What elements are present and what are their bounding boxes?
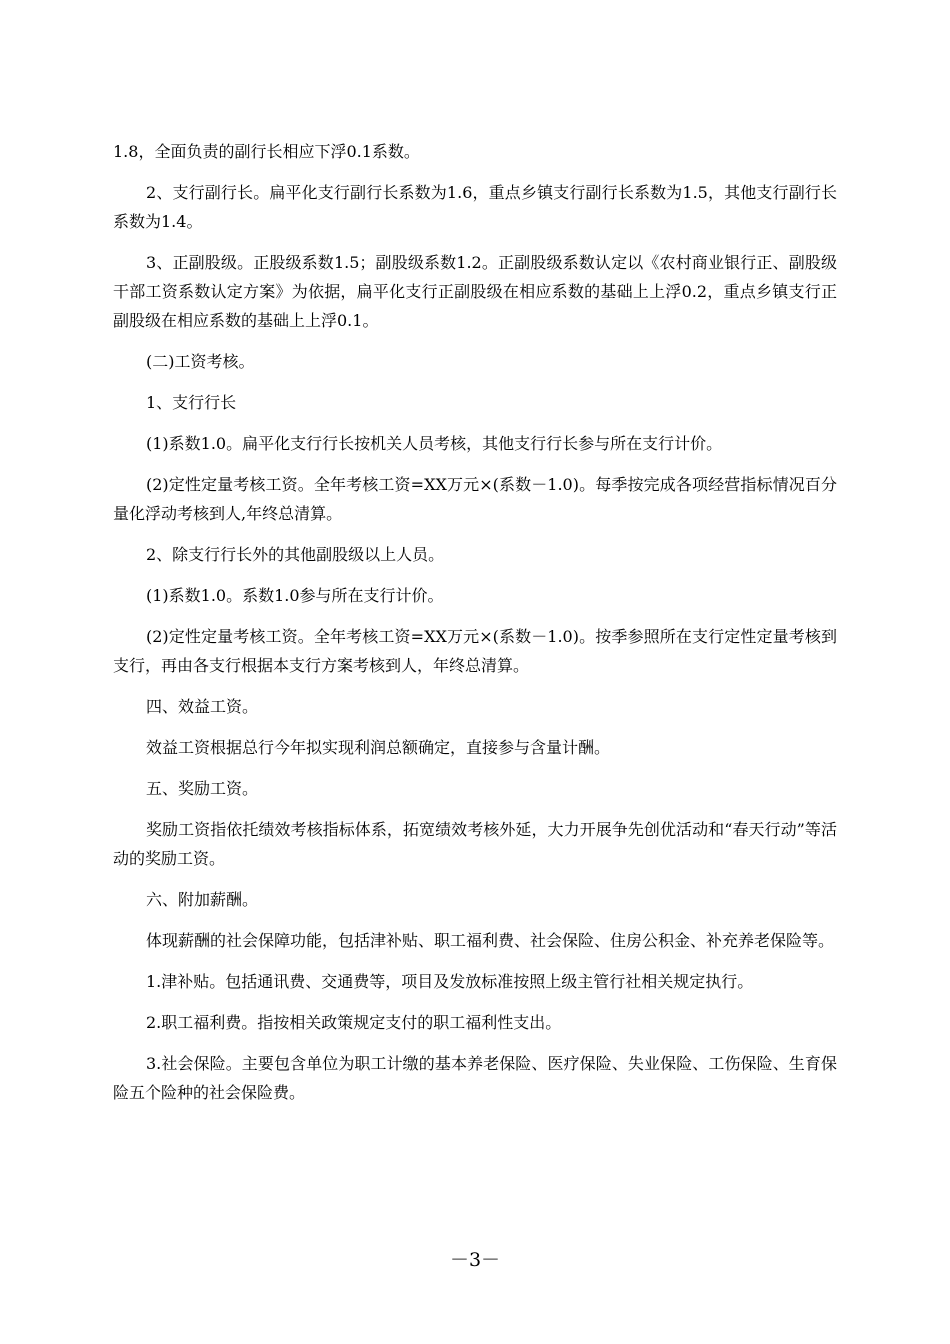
paragraph-staff-coefficient: (1)系数1.0。系数1.0参与所在支行计价。 (146, 586, 444, 605)
heading-salary-assessment: (二)工资考核。 (146, 352, 255, 371)
heading-additional-pay: 六、附加薪酬。 (146, 890, 259, 909)
heading-bonus-salary: 五、奖励工资。 (146, 779, 259, 798)
paragraph-additional-pay: 体现薪酬的社会保障功能，包括津补贴、职工福利费、社会保险、住房公积金、补充养老保险等。 (146, 931, 835, 950)
document-body (113, 137, 837, 1119)
paragraph-social-insurance: 3.社会保险。主要包含单位为职工计缴的基本养老保险、医疗保险、失业保险、工伤保险、生育保险五个险种的社会保险费。 (113, 1054, 837, 1102)
paragraph-performance-salary: 效益工资根据总行今年拟实现利润总额确定，直接参与含量计酬。 (146, 738, 611, 757)
paragraph-president-assessment-salary: (2)定性定量考核工资。全年考核工资=XX万元×(系数－1.0)。每季按完成各项经营指标情况百分量化浮动考核到人,年终总清算。 (113, 475, 837, 523)
paragraph-welfare: 2.职工福利费。指按相关政策规定支付的职工福利性支出。 (146, 1013, 562, 1032)
paragraph-section-level: 3、正副股级。正股级系数1.5；副股级系数1.2。正副股级系数认定以《农村商业银行正、副股级干部工资系数认定方案》为依据，扁平化支行正副股级在相应系数的基础上上浮0.2，重点乡镇支行正副股级在相应系数的基础上上浮0.1。 (113, 253, 837, 330)
heading-other-staff: 2、除支行行长外的其他副股级以上人员。 (146, 545, 445, 564)
paragraph-bonus-salary: 奖励工资指依托绩效考核指标体系，拓宽绩效考核外延，大力开展争先创优活动和“春天行动”等活动的奖励工资。 (113, 820, 837, 868)
paragraph-allowances: 1.津补贴。包括通讯费、交通费等，项目及发放标准按照上级主管行社相关规定执行。 (146, 972, 754, 991)
page-number: －3－ (449, 1249, 501, 1271)
heading-performance-salary: 四、效益工资。 (146, 697, 259, 716)
paragraph-coefficient-vice-president-cont: 1.8，全面负责的副行长相应下浮0.1系数。 (113, 142, 420, 161)
paragraph-staff-assessment-salary: (2)定性定量考核工资。全年考核工资=XX万元×(系数－1.0)。按季参照所在支行定性定量考核到支行，再由各支行根据本支行方案考核到人，年终总清算。 (113, 627, 837, 675)
paragraph-president-coefficient: (1)系数1.0。扁平化支行行长按机关人员考核，其他支行行长参与所在支行计价。 (146, 434, 723, 453)
paragraph-branch-vice-president: 2、支行副行长。扁平化支行副行长系数为1.6，重点乡镇支行副行长系数为1.5，其他支行副行长系数为1.4。 (113, 183, 837, 231)
heading-branch-president: 1、支行行长 (146, 393, 237, 412)
